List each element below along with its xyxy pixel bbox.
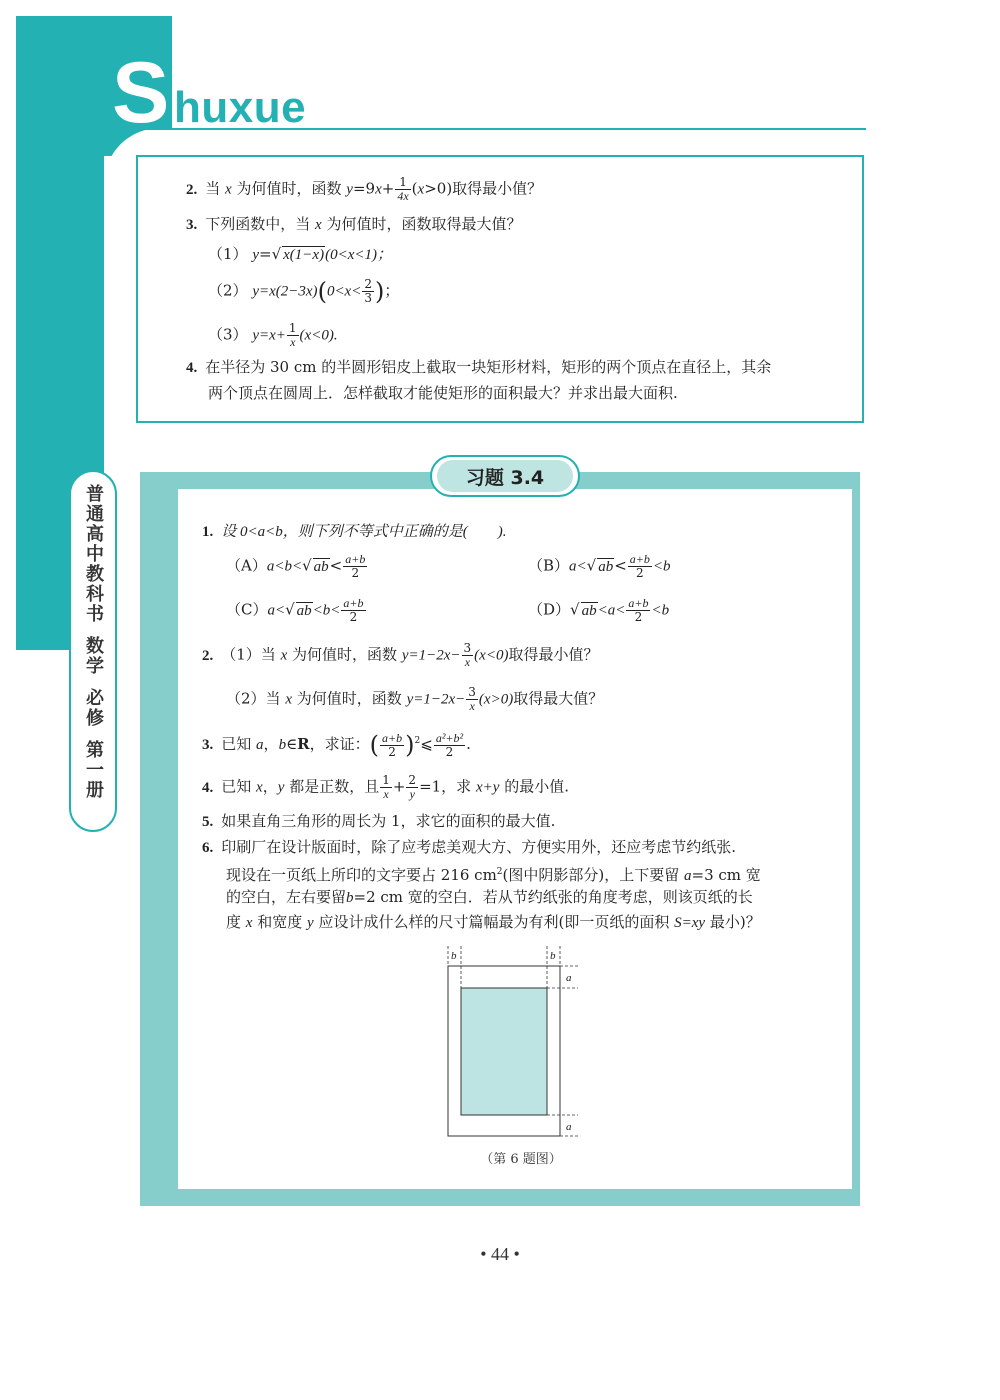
practice-q3-2: （2） y=x(2−3x)(0<x< $\frac{2}{3}$ )； [208,277,400,306]
exercise-q1-option-b: （B）a<√ ab< $\frac{a+b}{2}$ <b [528,552,671,580]
exercise-q2-part1: 2. （1）当 x 为何值时，函数 y=1−2x− $\frac{3}{x}$ (x<0)取得最小值？ [202,641,599,669]
text-area-shaded [461,988,547,1115]
fraction: $\frac{3}{x}$ [468,685,476,713]
exercise-q1-option-c: （C）a<√ ab<b< $\frac{a+b}{2}$ [226,596,364,624]
exercise-q2-part2: （2）当 x 为何值时，函数 y=1−2x− $\frac{3}{x}$ (x>0)取得最大值？ [226,685,604,713]
exercise-q1-option-a: （A）a<b<√ ab< $\frac{a+b}{2}$ [226,552,366,580]
fraction: $\frac{2}{y}$ [408,773,417,801]
fraction: $\frac{1}{x}$ [382,773,390,801]
side-tab [69,470,117,832]
fraction: $\frac{3}{x}$ [463,641,472,669]
exercise-q4: 4. 已知 x，y 都是正数，且 $\frac{1}{x}$ + $\frac{2}{y}$ =1，求 x+y 的最小值. [202,773,569,801]
dim-label-b-left: b [451,950,457,962]
side-tab-volume-a: 必修 [83,688,104,728]
practice-q4-line1: 4. 在半径为 30 cm 的半圆形铝皮上截取一块矩形材料，矩形的两个顶点在直径上，其余 [186,358,772,376]
side-tab-series: 普通高中教科书 [83,484,104,624]
exercise-q5: 5. 如果直角三角形的周长为 1，求它的面积的最大值. [202,812,556,830]
dim-label-b-right: b [550,950,556,962]
dim-label-a-top: a [566,972,572,984]
exercise-q6-line3: 的空白，左右要留b=2 cm 宽的空白．若从节约纸张的角度考虑，则该页纸的长 [226,888,753,906]
figure-caption: （第 6 题图） [480,1152,562,1167]
exercise-title: 习题 3.4 [437,460,573,492]
fraction: $\frac{2}{3}$ [364,277,372,305]
page-layout-figure [440,944,600,1144]
fraction: $\frac{a+b}{2}$ [628,596,649,624]
side-tab-volume-b: 第一册 [83,740,104,800]
page-number: • 44 • [480,1244,520,1264]
side-tab-subject: 数学 [83,636,104,676]
brand-initial: S [112,45,170,141]
fraction: $\frac{\text{a²+b²}}{2}$ [435,730,464,759]
fraction: $\frac{a+b}{2}$ [382,730,403,759]
fraction: $\frac{a+b}{2}$ [345,552,366,580]
practice-q3: 3. 下列函数中，当 x 为何值时，函数取得最大值？ [186,215,522,233]
fraction: $\frac{1}{4x}$ [397,175,409,203]
brand-logo [112,45,312,141]
brand-text: huxue [174,83,307,132]
practice-q4-line2: 两个顶点在圆周上．怎样截取才能使矩形的面积最大？并求出最大面积. [208,384,678,402]
practice-q2: 2. 当 x 为何值时，函数 y=9x+ $\frac{1}{4x}$ (x>0)取得最小值？ [186,175,543,203]
practice-q3-3: （3） y=x+ $\frac{1}{x}$ (x<0). [208,321,338,349]
practice-q3-1: （1） y=√ x(1−x)(0<x<1)； [208,245,392,263]
dim-label-a-bottom: a [566,1121,572,1133]
exercise-q6-line1: 6. 印刷厂在设计版面时，除了应考虑美观大方、方便实用外，还应考虑节约纸张. [202,838,737,856]
exercise-q3: 3. 已知 a，b∈R，求证：( $\frac{a+b}{2}$ )$^2$⩽ $\frac{\text{a²+b²}}{2}$ . [202,730,471,759]
fraction: $\frac{a+b}{2}$ [629,552,650,580]
fraction: $\frac{a+b}{2}$ [343,596,364,624]
exercise-q1-stem: 1. 设 0<a<b，则下列不等式中正确的是( ). [202,524,507,540]
exercise-q6-line2: 现设在一页纸上所印的文字要占 216 $cm^2$(图中阴影部分)，上下要留 a=3 cm 宽 [226,866,761,884]
exercise-q6-line4: 度 x 和宽度 y 应设计成什么样的尺寸篇幅最为有利(即一页纸的面积 S=xy 最小)？ [226,913,761,931]
exercise-q1-option-d: （D）√ ab<a< $\frac{a+b}{2}$ <b [528,596,670,624]
fraction: $\frac{1}{x}$ [288,321,297,349]
